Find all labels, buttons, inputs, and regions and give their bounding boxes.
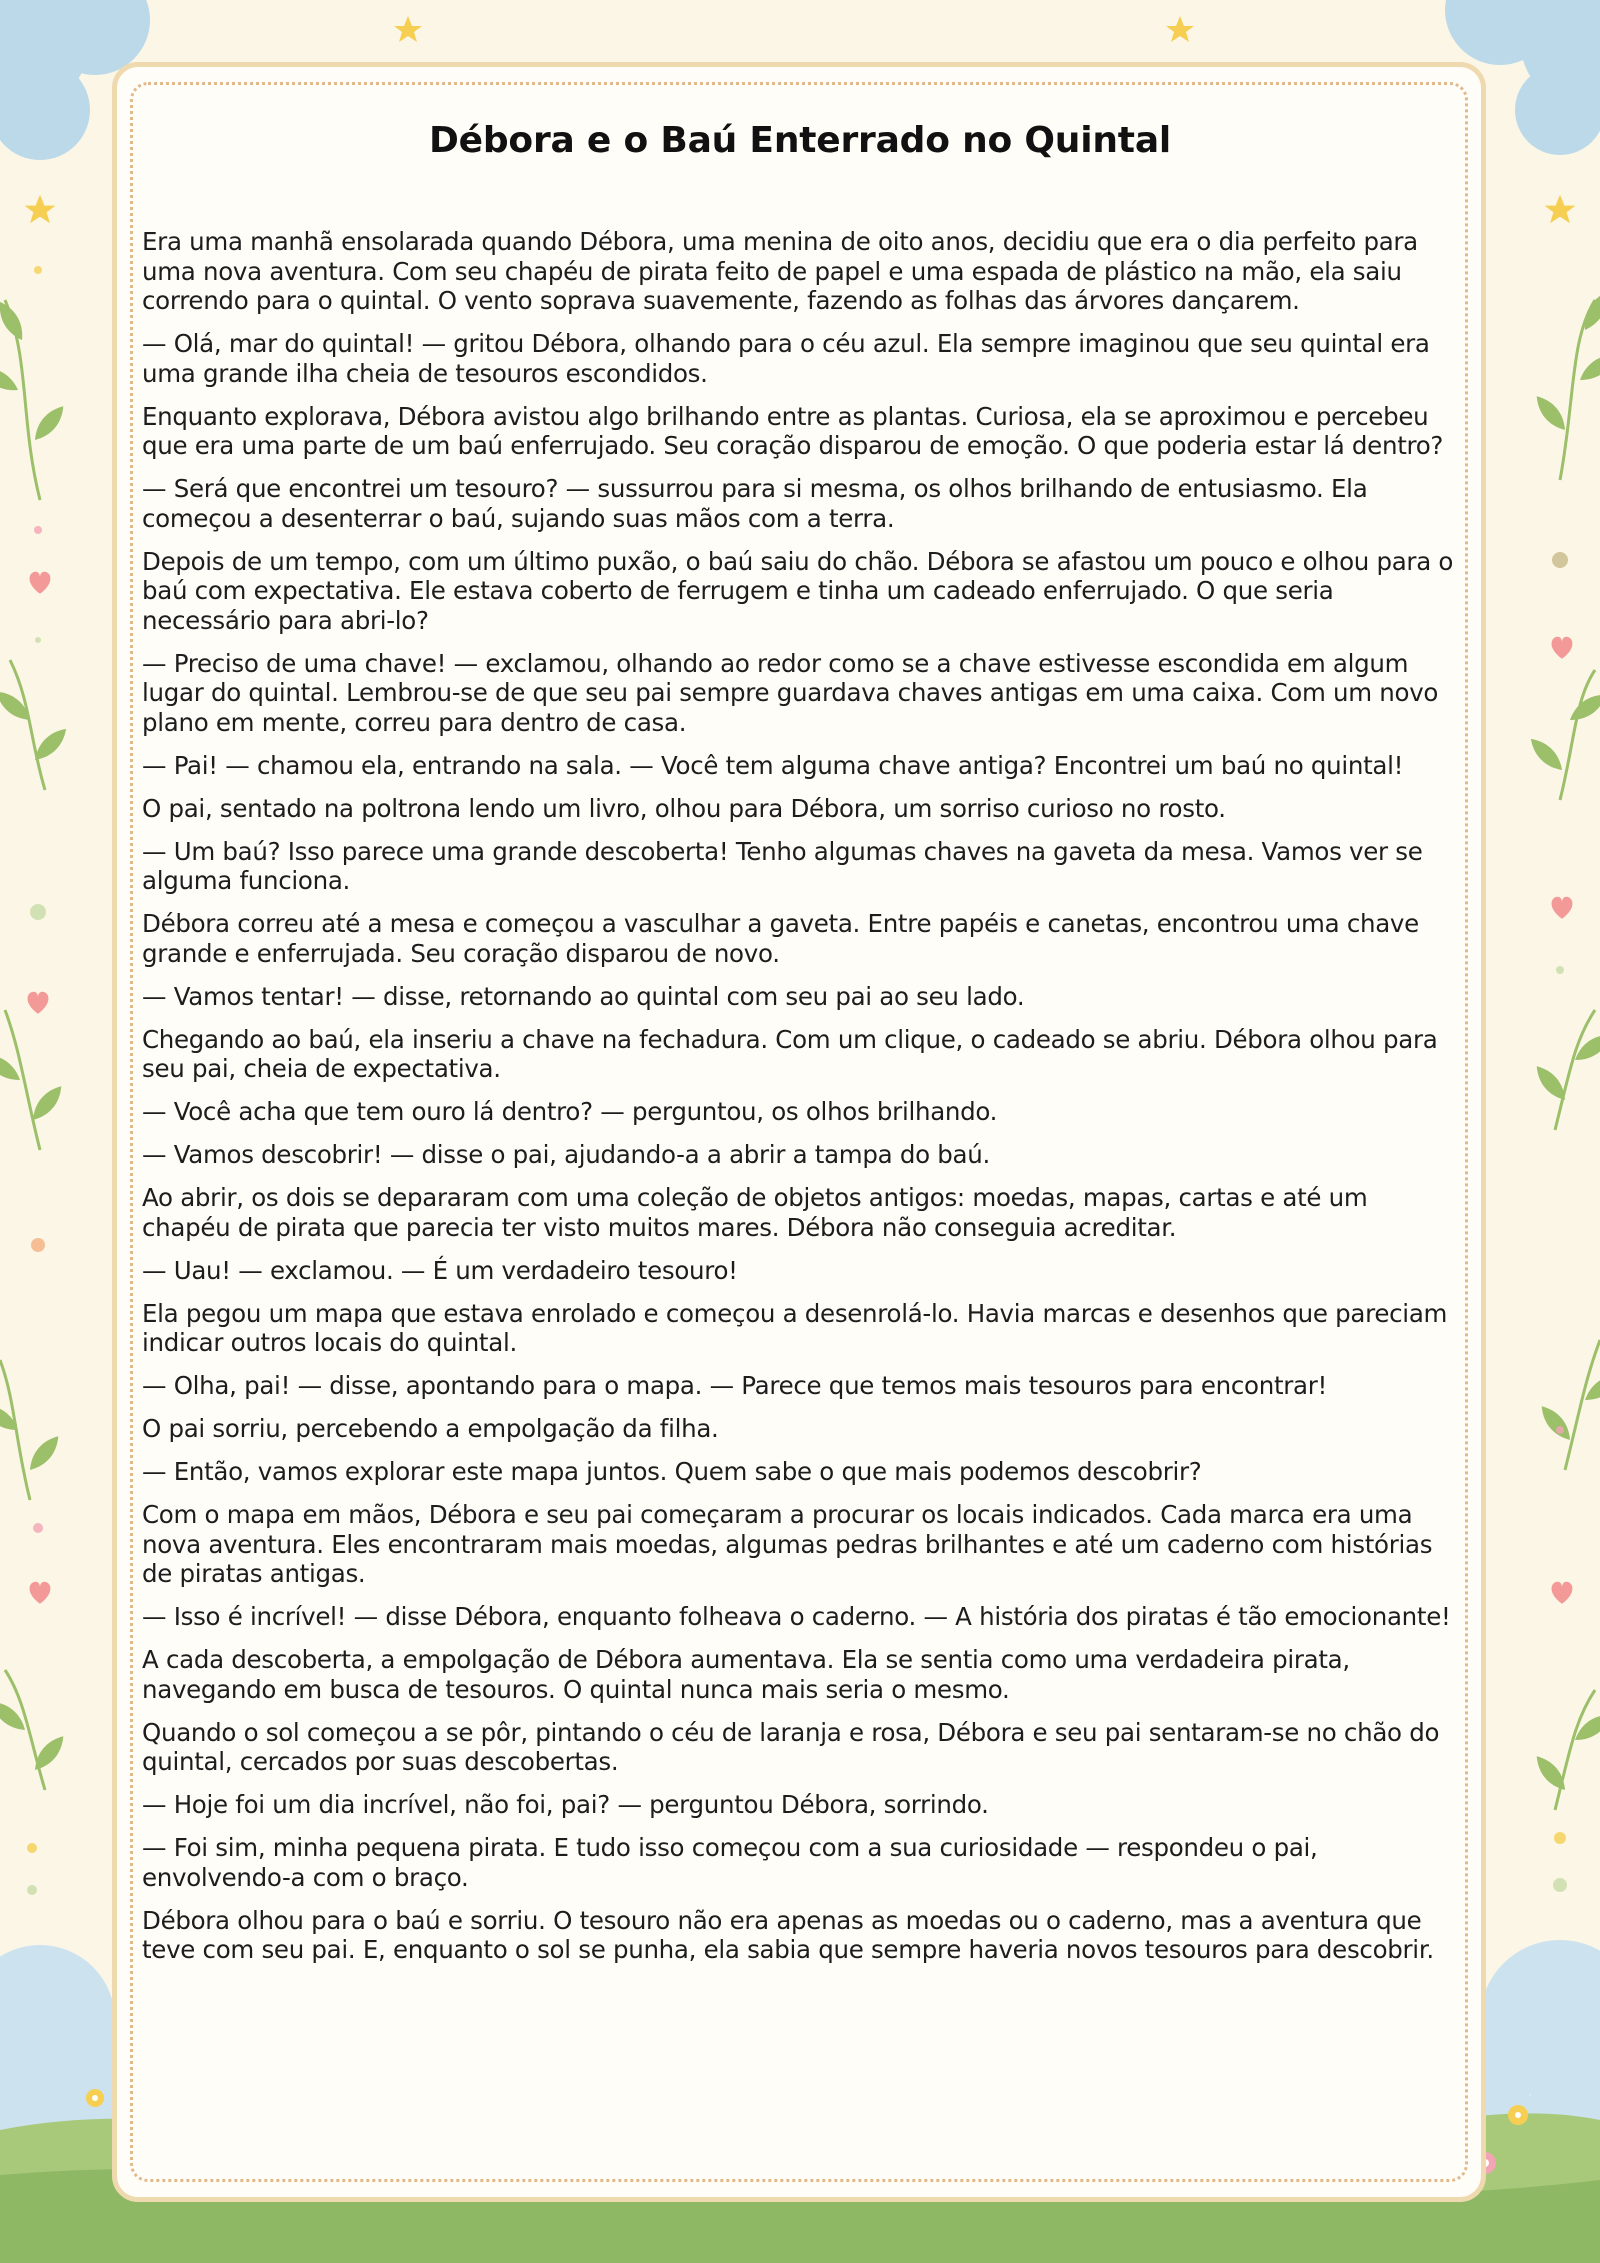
story-paragraph: A cada descoberta, a empolgação de Débora aumentava. Ela se sentia como uma verdadeira pirata, navegando em busca de tesouros. O quintal nunca mais seria o mesmo.: [142, 1645, 1350, 1704]
story-paragraph: Enquanto explorava, Débora avistou algo brilhando entre as plantas. Curiosa, ela se aproximou e percebeu que era uma parte de um baú enferrujado. Seu coração disparou de emoção. O que poderia estar lá dentro?: [142, 401, 1444, 460]
leaves-left: [0, 298, 71, 1775]
story-paragraph: Ela pegou um mapa que estava enrolado e começou a desenrolá-lo. Havia marcas e desenhos que pareciam indicar outros locais do quintal.: [142, 1298, 1448, 1357]
story-paragraph: Quando o sol começou a se pôr, pintando o céu de laranja e rosa, Débora e seu pai sentaram-se no chão do quintal, cercados por suas descobertas.: [142, 1717, 1440, 1776]
story-paragraph: Débora olhou para o baú e sorriu. O tesouro não era apenas as moedas ou o caderno, mas a aventura que teve com seu pai. E, enquanto o sol se punha, ela sabia que sempre haveria novos tesouros para descobrir.: [142, 1905, 1434, 1964]
story-paragraph: — Olha, pai! — disse, apontando para o mapa. — Parece que temos mais tesouros para encontrar!: [142, 1371, 1328, 1400]
story-paragraph: O pai sorriu, percebendo a empolgação da filha.: [142, 1414, 719, 1443]
story-paragraph: — Isso é incrível! — disse Débora, enquanto folheava o caderno. — A história dos piratas é tão emocionante!: [142, 1602, 1451, 1631]
story-paragraph: — Pai! — chamou ela, entrando na sala. — Você tem alguma chave antiga? Encontrei um baú no quintal!: [142, 750, 1404, 780]
story-paragraph: Chegando ao baú, ela inseriu a chave na fechadura. Com um clique, o cadeado se abriu. Débora olhou para seu pai, cheia de expectativa.: [142, 1024, 1438, 1083]
story-paragraph: — Vamos tentar! — disse, retornando ao quintal com seu pai ao seu lado.: [142, 981, 1025, 1011]
story-paragraph: — Será que encontrei um tesouro? — sussurrou para si mesma, os olhos brilhando de entusiasmo. Ela começou a desenterrar o baú, sujando suas mãos com a terra.: [142, 474, 1368, 533]
story-paragraph: — Preciso de uma chave! — exclamou, olhando ao redor como se a chave estivesse escondida em algum lugar do quintal. Lembrou-se de que seu pai sempre guardava chaves antigas em uma caixa. Com um novo plano em mente, correu para dentro de casa.: [142, 648, 1439, 737]
story-paragraph: Débora correu até a mesa e começou a vasculhar a gaveta. Entre papéis e canetas, encontrou uma chave grande e enferrujada. Seu coração disparou de novo.: [142, 909, 1419, 968]
story-paragraph: — Então, vamos explorar este mapa juntos. Quem sabe o que mais podemos descobrir?: [142, 1457, 1202, 1486]
story-paragraph: Ao abrir, os dois se depararam com uma coleção de objetos antigos: moedas, mapas, cartas e até um chapéu de pirata que parecia ter visto muitos mares. Débora não conseguia acreditar.: [142, 1183, 1368, 1242]
story-paragraph: — Foi sim, minha pequena pirata. E tudo isso começou com a sua curiosidade — respondeu o pai, envolvendo-a com o braço.: [142, 1833, 1318, 1892]
vine-left: [0, 300, 45, 1790]
story-paragraph: — Hoje foi um dia incrível, não foi, pai? — perguntou Débora, sorrindo.: [142, 1790, 989, 1819]
story-paragraph: — Vamos descobrir! — disse o pai, ajudando-a a abrir a tampa do baú.: [142, 1140, 990, 1169]
story-paragraph: — Um baú? Isso parece uma grande descoberta! Tenho algumas chaves na gaveta da mesa. Vamos ver se alguma funciona.: [142, 836, 1423, 895]
story-paragraph: Era uma manhã ensolarada quando Débora, uma menina de oito anos, decidiu que era o dia perfeito para uma nova aventura. Com seu chapéu de pirata feito de papel e uma espada de plástico na mão, ela saiu correndo para o quintal. O vento soprava suavemente, fazendo as folhas das árvores dançarem.: [142, 227, 1418, 315]
story-body: [142, 227, 1458, 1978]
story-paragraph: — Você acha que tem ouro lá dentro? — perguntou, os olhos brilhando.: [142, 1097, 998, 1126]
story-paragraph: Depois de um tempo, com um último puxão, o baú saiu do chão. Débora se afastou um pouco e olhou para o baú com expectativa. Ele estava coberto de ferrugem e tinha um cadeado enferrujado. O que seria necessário para abri-lo?: [142, 546, 1454, 635]
story-paragraph: O pai, sentado na poltrona lendo um livro, olhou para Débora, um sorriso curioso no rosto.: [142, 793, 1226, 823]
story-paragraph: Com o mapa em mãos, Débora e seu pai começaram a procurar os locais indicados. Cada marca era uma nova aventura. Eles encontraram mais moedas, algumas pedras brilhantes e até um caderno com histórias de piratas antigas.: [142, 1500, 1433, 1588]
story-paragraph: — Uau! — exclamou. — É um verdadeiro tesouro!: [142, 1255, 738, 1285]
leaves-right: [1526, 288, 1600, 1795]
story-paragraph: — Olá, mar do quintal! — gritou Débora, olhando para o céu azul. Ela sempre imaginou que seu quintal era uma grande ilha cheia de tesouros escondidos.: [142, 329, 1430, 388]
story-title: Débora e o Baú Enterrado no Quintal: [428, 120, 1172, 161]
